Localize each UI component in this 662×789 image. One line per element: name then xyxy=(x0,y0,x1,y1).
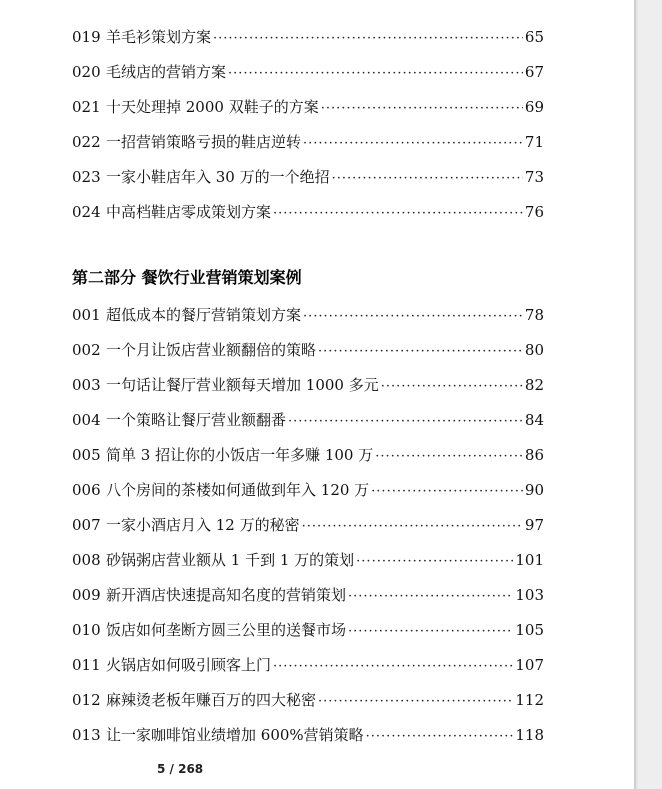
dot-leader xyxy=(321,91,523,126)
scrollbar[interactable] xyxy=(638,0,662,789)
dot-leader xyxy=(318,684,513,719)
dot-leader xyxy=(302,509,523,544)
dot-leader xyxy=(366,719,514,754)
toc-entry-page: 69 xyxy=(524,98,544,116)
toc-entry[interactable] xyxy=(72,55,544,90)
toc-entry-number: 006 xyxy=(72,481,101,499)
toc-entry[interactable] xyxy=(72,195,544,230)
toc-entry-number: 004 xyxy=(72,411,101,429)
toc-entry-page: 103 xyxy=(515,586,544,604)
toc-entry-title: 一个月让饭店营业额翻倍的策略 xyxy=(106,341,317,359)
toc-entry[interactable] xyxy=(72,333,544,368)
dot-leader xyxy=(348,579,513,614)
toc-entry-page: 105 xyxy=(515,621,544,639)
toc-entry-number: 003 xyxy=(72,376,101,394)
toc-entry-title: 八个房间的茶楼如何通做到年入 120 万 xyxy=(106,481,370,499)
toc-entry-title: 火锅店如何吸引顾客上门 xyxy=(106,656,272,674)
toc-entry-number: 020 xyxy=(72,63,101,81)
toc-entry-number: 024 xyxy=(72,203,101,221)
toc-entry-title: 麻辣烫老板年赚百万的四大秘密 xyxy=(106,691,317,709)
dot-leader xyxy=(318,334,523,369)
toc-entry-title: 一家小酒店月入 12 万的秘密 xyxy=(106,516,300,534)
toc-entry-page: 90 xyxy=(524,481,544,499)
toc-entry-title: 一招营销策略亏损的鞋店逆转 xyxy=(106,133,302,151)
toc-entry[interactable] xyxy=(72,473,544,508)
toc-entry-title: 饭店如何垄断方圆三公里的送餐市场 xyxy=(106,621,347,639)
dot-leader xyxy=(273,649,513,684)
dot-leader xyxy=(273,196,523,231)
toc-entry-title: 新开酒店快速提高知名度的营销策划 xyxy=(106,586,347,604)
dot-leader xyxy=(288,404,523,439)
toc-entry[interactable] xyxy=(72,90,544,125)
toc-entry[interactable] xyxy=(72,613,544,648)
toc-entry-number: 012 xyxy=(72,691,101,709)
toc-entry-number: 023 xyxy=(72,168,101,186)
toc-entry-page: 80 xyxy=(524,341,544,359)
toc-entry-title: 一家小鞋店年入 30 万的一个绝招 xyxy=(106,168,330,186)
toc-entry-title: 让一家咖啡馆业绩增加 600%营销策略 xyxy=(106,726,364,744)
toc-entry-page: 86 xyxy=(524,446,544,464)
dot-leader xyxy=(348,614,513,649)
toc-entry[interactable] xyxy=(72,683,544,718)
toc-entry-title: 简单 3 招让你的小饭店一年多赚 100 万 xyxy=(106,446,374,464)
toc-entry-page: 118 xyxy=(515,726,544,744)
toc-entry-number: 013 xyxy=(72,726,101,744)
toc-entry[interactable] xyxy=(72,298,544,333)
toc-entry[interactable] xyxy=(72,125,544,160)
toc-entry-page: 71 xyxy=(524,133,544,151)
toc-entry-number: 007 xyxy=(72,516,101,534)
dot-leader xyxy=(375,439,523,474)
toc-entry[interactable] xyxy=(72,718,544,753)
toc-entry-number: 008 xyxy=(72,551,101,569)
dot-leader xyxy=(213,21,523,56)
toc-entry[interactable] xyxy=(72,20,544,55)
toc-entry-number: 002 xyxy=(72,341,101,359)
toc-entry-page: 84 xyxy=(524,411,544,429)
toc-entry-title: 一个策略让餐厅营业额翻番 xyxy=(106,411,287,429)
toc-entry-page: 76 xyxy=(524,203,544,221)
toc-entry-page: 73 xyxy=(524,168,544,186)
toc-entry-page: 78 xyxy=(524,306,544,324)
dot-leader xyxy=(303,126,523,161)
dot-leader xyxy=(381,369,523,404)
dot-leader xyxy=(303,299,523,334)
toc-entry-number: 011 xyxy=(72,656,101,674)
dot-leader xyxy=(371,474,523,509)
toc-entry-title: 超低成本的餐厅营销策划方案 xyxy=(106,306,302,324)
toc-entry-number: 019 xyxy=(72,28,101,46)
dot-leader xyxy=(356,544,513,579)
toc-entry-number: 005 xyxy=(72,446,101,464)
toc-entry[interactable] xyxy=(72,160,544,195)
toc-entry-page: 107 xyxy=(515,656,544,674)
toc-entry-page: 65 xyxy=(524,28,544,46)
toc-entry-title: 羊毛衫策划方案 xyxy=(106,28,212,46)
toc-entry-page: 101 xyxy=(515,551,544,569)
dot-leader xyxy=(332,161,523,196)
toc-entry[interactable] xyxy=(72,578,544,613)
toc-part2-list xyxy=(72,298,544,753)
toc-entry-number: 009 xyxy=(72,586,101,604)
toc-entry[interactable] xyxy=(72,403,544,438)
toc-entry-number: 010 xyxy=(72,621,101,639)
toc-entry-page: 97 xyxy=(524,516,544,534)
toc-entry-page: 82 xyxy=(524,376,544,394)
section-heading: 第二部分 餐饮行业营销策划案例 xyxy=(72,268,302,287)
toc-part1-list xyxy=(72,20,544,230)
dot-leader xyxy=(228,56,523,91)
table-of-contents xyxy=(72,20,544,753)
toc-entry-number: 022 xyxy=(72,133,101,151)
toc-entry-title: 十天处理掉 2000 双鞋子的方案 xyxy=(106,98,319,116)
toc-entry-number: 021 xyxy=(72,98,101,116)
toc-entry[interactable] xyxy=(72,438,544,473)
toc-entry-number: 001 xyxy=(72,306,101,324)
page-indicator: 5 / 268 xyxy=(157,762,204,776)
toc-entry-page: 67 xyxy=(524,63,544,81)
toc-entry[interactable] xyxy=(72,648,544,683)
toc-entry-title: 一句话让餐厅营业额每天增加 1000 多元 xyxy=(106,376,379,394)
toc-entry-title: 中高档鞋店零成策划方案 xyxy=(106,203,272,221)
toc-entry-title: 砂锅粥店营业额从 1 千到 1 万的策划 xyxy=(106,551,355,569)
toc-entry-page: 112 xyxy=(515,691,544,709)
toc-entry-title: 毛绒店的营销方案 xyxy=(106,63,227,81)
toc-entry[interactable] xyxy=(72,368,544,403)
toc-entry[interactable] xyxy=(72,543,544,578)
toc-entry[interactable] xyxy=(72,508,544,543)
